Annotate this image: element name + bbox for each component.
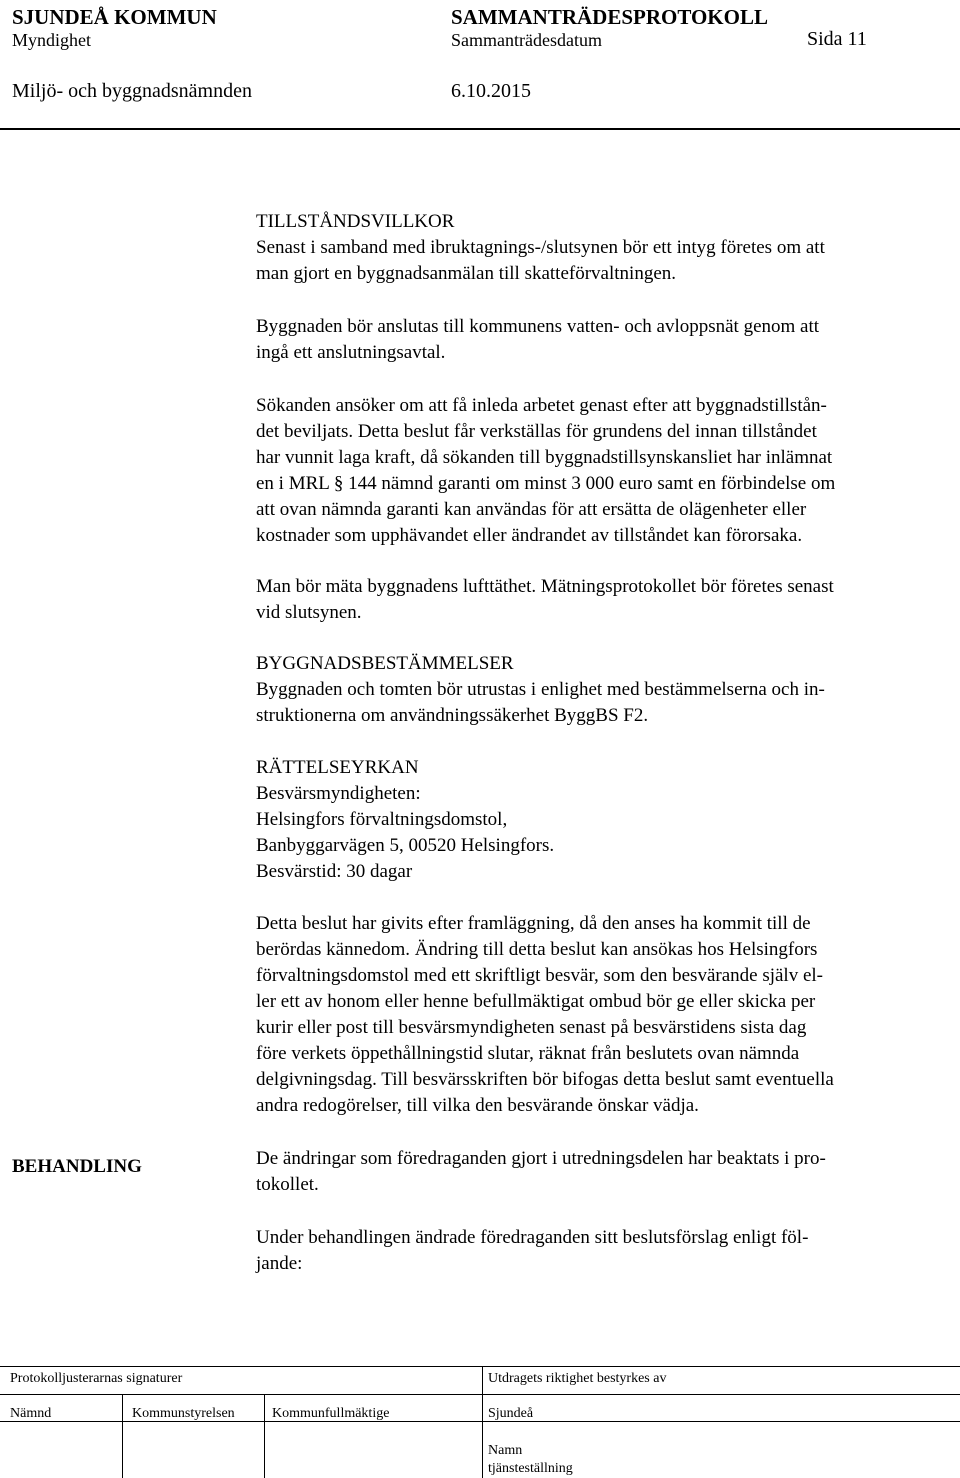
certified-place: Sjundeå [488, 1406, 534, 1421]
page-number: Sida 11 [807, 28, 867, 50]
text-line: en i MRL § 144 nämnd garanti om minst 3 000 euro samt en förbindelse om [256, 473, 836, 494]
municipality-name: SJUNDEÅ KOMMUN [12, 5, 217, 29]
document-type: SAMMANTRÄDESPROTOKOLL [451, 5, 768, 29]
text-line: kostnader som upphävandet eller ändrandet av tillståndet kan förorsaka. [256, 525, 803, 546]
text-line: vid slutsynen. [256, 602, 362, 623]
authority-label: Myndighet [12, 30, 91, 50]
paragraph-besvarsmyndighet [256, 781, 956, 885]
authority-name: Miljö- och byggnadsnämnden [12, 80, 252, 102]
text-line: förvaltningsdomstol med ett skriftligt besvär, som den besvärande själv el- [256, 965, 824, 986]
paragraph-intyg [256, 235, 956, 287]
tillstand-heading: TILLSTÅNDSVILLKOR [256, 211, 455, 232]
footer-col-divider [122, 1394, 123, 1478]
text-line: Sökanden ansöker om att få inleda arbetet genast efter att byggnadstillstån- [256, 395, 827, 416]
text-line: struktionerna om användningssäkerhet ByggBS F2. [256, 705, 649, 726]
text-line: det beviljats. Detta beslut får verkställas för grundens del innan tillståndet [256, 421, 817, 442]
signature-col-namnd: Nämnd [10, 1406, 52, 1421]
footer-center-divider [482, 1366, 483, 1478]
footer-top-rule [0, 1366, 960, 1367]
text-line: Banbyggarvägen 5, 00520 Helsingfors. [256, 835, 555, 856]
footer-mid-rule [0, 1394, 960, 1395]
text-line: Under behandlingen ändrade föredraganden sitt beslutsförslag enligt föl- [256, 1227, 809, 1248]
paragraph-anslutning [256, 314, 956, 366]
text-line: De ändringar som föredraganden gjort i utredningsdelen har beaktats i pro- [256, 1148, 826, 1169]
paragraph-besvarsanvisning [256, 911, 956, 1119]
certified-name-label: Namn [488, 1443, 523, 1458]
text-line: Senast i samband med ibruktagnings-/slutsynen bör ett intyg företes om att [256, 237, 825, 258]
date-label: Sammanträdesdatum [451, 30, 602, 50]
text-line: Detta beslut har givits efter framläggning, då den anses ha kommit till de [256, 913, 811, 934]
signatures-label: Protokolljusterarnas signaturer [10, 1371, 183, 1386]
bygg-heading: BYGGNADSBESTÄMMELSER [256, 653, 514, 674]
rattelse-heading: RÄTTELSEYRKAN [256, 757, 419, 778]
paragraph-behandling [256, 1146, 956, 1198]
footer-col-divider [264, 1394, 265, 1478]
text-line: Man bör mäta byggnadens lufttäthet. Mätningsprotokollet bör företes senast [256, 576, 834, 597]
text-line: jande: [256, 1253, 303, 1274]
text-line: Byggnaden bör anslutas till kommunens vatten- och avloppsnät genom att [256, 316, 820, 337]
paragraph-beslutsforslag [256, 1225, 956, 1277]
text-line: andra redogörelser, till vilka den besvärande önskar vädja. [256, 1095, 699, 1116]
signature-col-kommunfullmaktige: Kommunfullmäktige [272, 1406, 390, 1421]
text-line: före verkets öppethållningstid slutar, räknat från beslutets ovan nämnda [256, 1043, 800, 1064]
text-line: delgivningsdag. Till besvärsskriften bör bifogas detta beslut samt eventuella [256, 1069, 834, 1090]
paragraph-byggbestammelser [256, 677, 956, 729]
text-line: Besvärsmyndigheten: [256, 783, 421, 804]
certified-label: Utdragets riktighet bestyrkes av [488, 1371, 667, 1386]
text-line: tokollet. [256, 1174, 319, 1195]
text-line: ingå ett anslutningsavtal. [256, 342, 446, 363]
text-line: Helsingfors förvaltningsdomstol, [256, 809, 508, 830]
text-line: man gjort en byggnadsanmälan till skatteförvaltningen. [256, 263, 677, 284]
certified-position-label: tjänsteställning [488, 1461, 573, 1476]
text-line: att ovan nämnda garanti kan användas för att ersätta de olägenheter eller [256, 499, 807, 520]
paragraph-verkstallighet [256, 393, 956, 549]
text-line: kurir eller post till besvärsmyndigheten senast på besvärstidens sista dag [256, 1017, 807, 1038]
text-line: har vunnit laga kraft, då sökanden till byggnadstillsynskansliet har inlämnat [256, 447, 833, 468]
text-line: berördas kännedom. Ändring till detta beslut kan ansökas hos Helsingfors [256, 939, 818, 960]
text-line: Besvärstid: 30 dagar [256, 861, 413, 882]
document-body [256, 209, 956, 1277]
signature-col-kommunstyrelsen: Kommunstyrelsen [132, 1406, 235, 1421]
meeting-date: 6.10.2015 [451, 80, 531, 102]
text-line: Byggnaden och tomten bör utrustas i enlighet med bestämmelserna och in- [256, 679, 825, 700]
text-line: ler ett av honom eller henne befullmäktigat ombud bör ge eller skicka per [256, 991, 816, 1012]
paragraph-lufttathet [256, 574, 956, 626]
header-rule [0, 128, 960, 130]
behandling-label: BEHANDLING [12, 1156, 142, 1177]
